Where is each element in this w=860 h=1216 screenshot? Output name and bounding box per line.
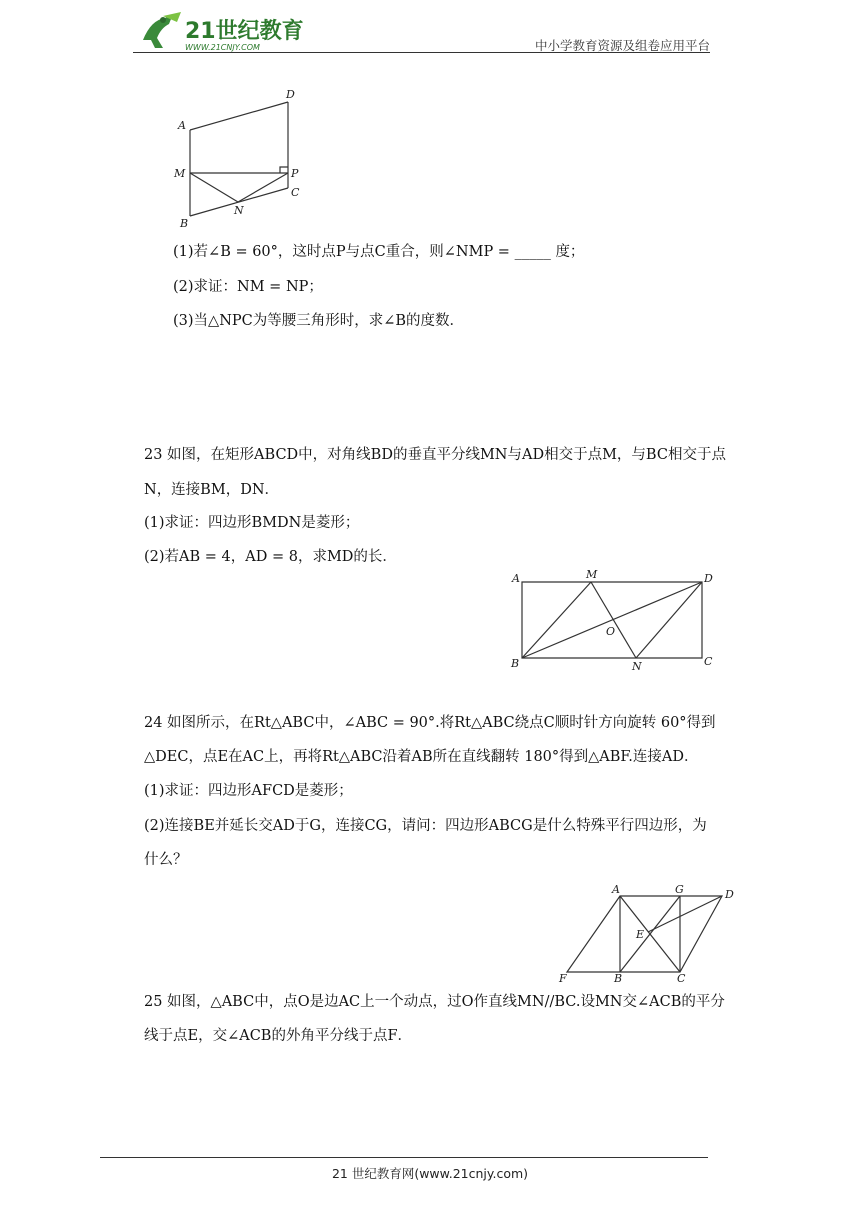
- figure-q24: [550, 880, 740, 986]
- label-D: D: [286, 88, 295, 101]
- label-B: B: [614, 972, 623, 985]
- q22-part1-text: (1)若∠B = 60°，这时点P与点C重合，则∠NMP =: [173, 244, 510, 260]
- label-O: O: [606, 625, 616, 638]
- q22-part1-end: 度；: [555, 244, 585, 260]
- label-N: N: [234, 204, 244, 217]
- site-logo: [133, 10, 303, 54]
- q22-part3: (3)当△NPC为等腰三角形时，求∠B的度数．: [173, 313, 465, 329]
- q24-part2: (2)连接BE并延长交AD于G，连接CG，请问：四边形ABCG是什么特殊平行四边形，为: [144, 818, 707, 834]
- figure-q22: [170, 86, 310, 232]
- q25-line1: 25 如图，△ABC中，点O是边AC上一个动点，过O作直线MN//BC.设MN交∠ACB的平分: [144, 994, 725, 1010]
- label-F: F: [559, 972, 567, 985]
- segment-ED: [648, 896, 722, 932]
- footer-divider: [100, 1157, 708, 1158]
- q23-line2: N，连接BM，DN．: [144, 482, 280, 498]
- label-B: B: [511, 657, 520, 670]
- q23-line1: 23 如图，在矩形ABCD中，对角线BD的垂直平分线MN与AD相交于点M，与BC相交于点: [144, 447, 726, 463]
- label-G: G: [675, 883, 684, 896]
- segment-MN: [190, 173, 238, 202]
- segment-BM: [522, 582, 591, 658]
- label-B: B: [180, 217, 189, 230]
- q23-part1: (1)求证：四边形BMDN是菱形；: [144, 515, 360, 531]
- label-A: A: [512, 572, 520, 585]
- segment-ND: [636, 582, 702, 658]
- q22-part2: (2)求证：NM = NP；: [173, 279, 323, 295]
- runner-logo-icon: [133, 10, 303, 54]
- q24-part1: (1)求证：四边形AFCD是菱形；: [144, 783, 353, 799]
- header-platform-text: 中小学教育资源及组卷应用平台: [534, 38, 710, 53]
- segment-MN: [591, 582, 636, 658]
- label-A: A: [612, 883, 620, 896]
- label-M: M: [586, 568, 598, 581]
- q24-line2: △DEC，点E在AC上，再将Rt△ABC沿着AB所在直线翻转 180°得到△ABF.连接AD．: [144, 749, 699, 765]
- segment-NP: [238, 173, 288, 202]
- q24-line1: 24 如图所示，在Rt△ABC中，∠ABC = 90°.将Rt△ABC绕点C顺时针方向旋转 60°得到: [144, 715, 716, 731]
- label-C: C: [704, 655, 713, 668]
- q22-part1: [173, 240, 584, 261]
- logo-sub-text: WWW.21CNJY.COM: [185, 43, 260, 52]
- label-E: E: [636, 928, 645, 941]
- q23-part2: (2)若AB = 4，AD = 8，求MD的长．: [144, 549, 397, 565]
- header-divider: [133, 52, 710, 53]
- segment-AD: [190, 102, 288, 130]
- label-D: D: [725, 888, 734, 901]
- footer-text: 21 世纪教育网(www.21cnjy.com): [331, 1166, 529, 1181]
- label-D: D: [704, 572, 713, 585]
- label-M: M: [174, 167, 186, 180]
- label-P: P: [291, 167, 299, 180]
- answer-blank: _____: [514, 244, 551, 260]
- label-C: C: [291, 186, 300, 199]
- logo-main-text: 21世纪教育: [185, 19, 303, 44]
- label-N: N: [632, 660, 642, 673]
- figure-q23: [506, 566, 724, 674]
- label-C: C: [677, 972, 686, 985]
- diagonal-BD: [522, 582, 702, 658]
- label-A: A: [178, 119, 186, 132]
- q24-part2-cont: 什么？: [144, 852, 188, 868]
- right-angle-mark: [280, 167, 288, 173]
- q25-line2: 线于点E，交∠ACB的外角平分线于点F．: [144, 1028, 413, 1044]
